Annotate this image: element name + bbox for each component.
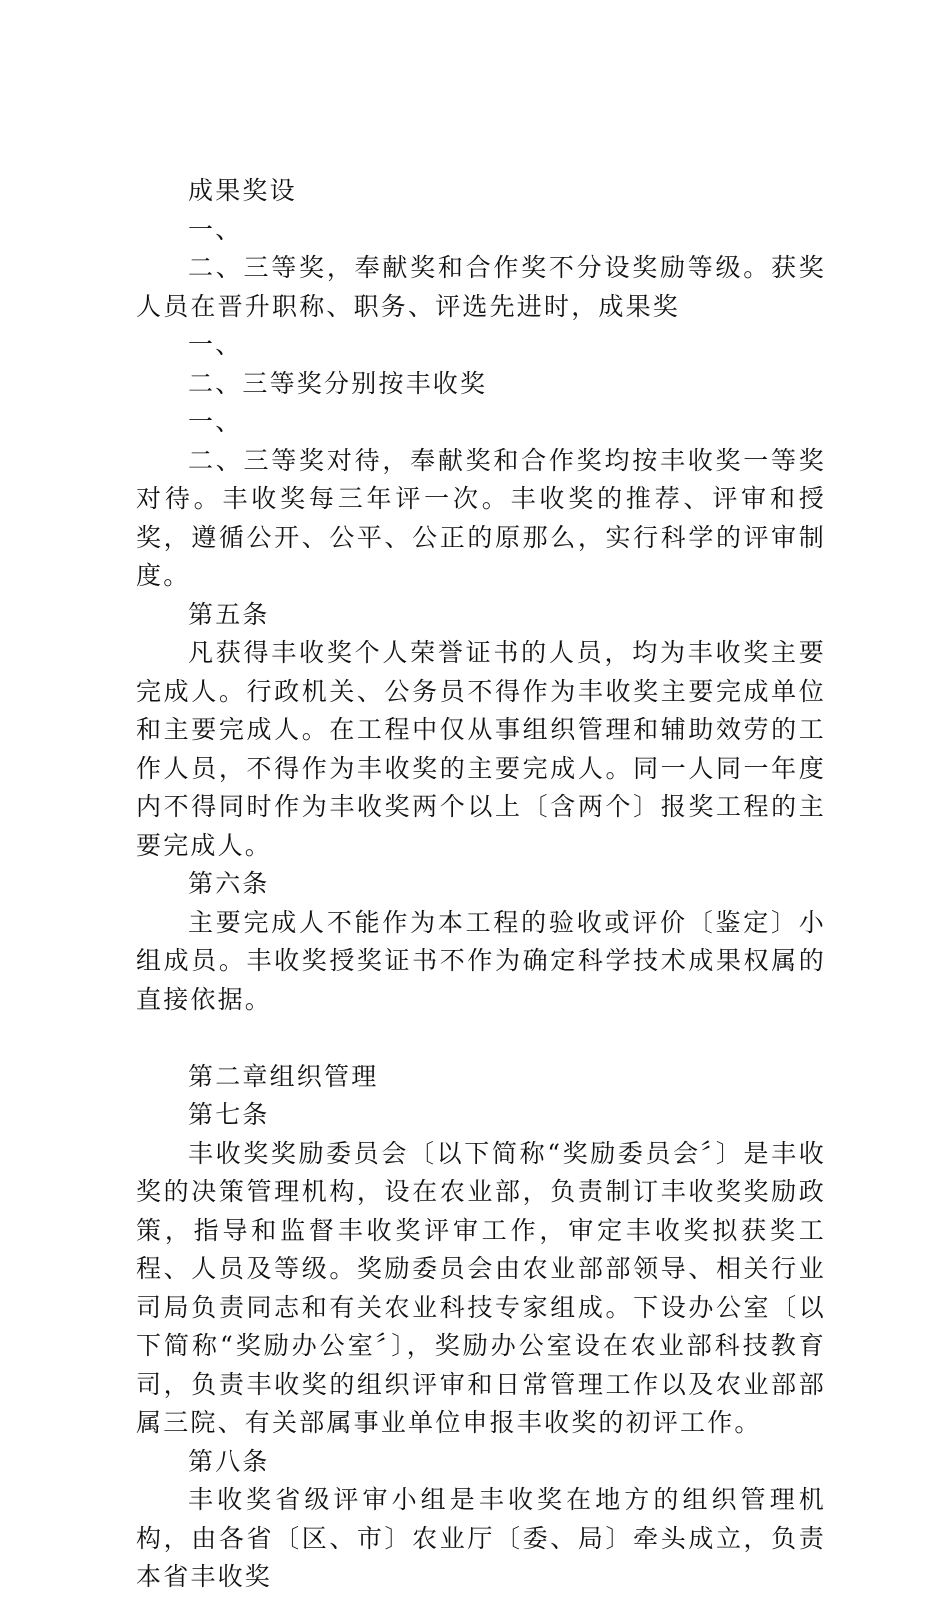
article-heading: 第七条 [188,1100,270,1129]
chapter-heading: 第二章组织管理 [188,1061,379,1091]
article-heading: 第八条 [188,1446,270,1476]
paragraph: 一、 [188,214,243,244]
article-heading: 第六条 [188,869,270,898]
paragraph: 成果奖设 [188,176,297,205]
article-heading: 第五条 [188,599,270,629]
paragraph: 二、三等奖，奉献奖和合作奖不分设奖励等级。获奖人员在晋升职称、职务、评选先进时，成果奖 [136,253,826,321]
paragraph: 主要完成人不能作为本工程的验收或评价〔鉴定〕小组成员。丰收奖授奖证书不作为确定科学技术成果权属的直接依据。 [136,907,826,1014]
paragraph: 一、 [188,407,243,436]
paragraph: 丰收奖省级评审小组是丰收奖在地方的组织管理机构，由各省〔区、市〕农业厅〔委、局〕牵头成立，负责本省丰收奖 [136,1485,826,1591]
paragraph: 一、 [188,330,243,359]
paragraph: 二、三等奖分别按丰收奖 [188,368,488,398]
document-body [136,172,826,1597]
blank-line [136,1019,826,1058]
paragraph: 凡获得丰收奖个人荣誉证书的人员，均为丰收奖主要完成人。行政机关、公务员不得作为丰收奖主要完成单位和主要完成人。在工程中仅从事组织管理和辅助效劳的工作人员，不得作为丰收奖的主要完成人。同一人同一年度内不得同时作为丰收奖两个以上〔含两个〕报奖工程的主要完成人。 [136,638,826,860]
paragraph: 丰收奖奖励委员会〔以下简称“奖励委员会〞〕是丰收奖的决策管理机构，设在农业部，负责制订丰收奖奖励政策，指导和监督丰收奖评审工作，审定丰收奖拟获奖工程、人员及等级。奖励委员会由农业部部领导、相关行业司局负责同志和有关农业科技专家组成。下设办公室〔以下简称“奖励办公室〞〕，奖励办公室设在农业部科技教育司，负责丰收奖的组织评审和日常管理工作以及农业部部属三院、有关部属事业单位申报丰收奖的初评工作。 [136,1138,826,1437]
paragraph: 二、三等奖对待，奉献奖和合作奖均按丰收奖一等奖对待。丰收奖每三年评一次。丰收奖的推荐、评审和授奖，遵循公开、公平、公正的原那么，实行科学的评审制度。 [136,445,826,590]
